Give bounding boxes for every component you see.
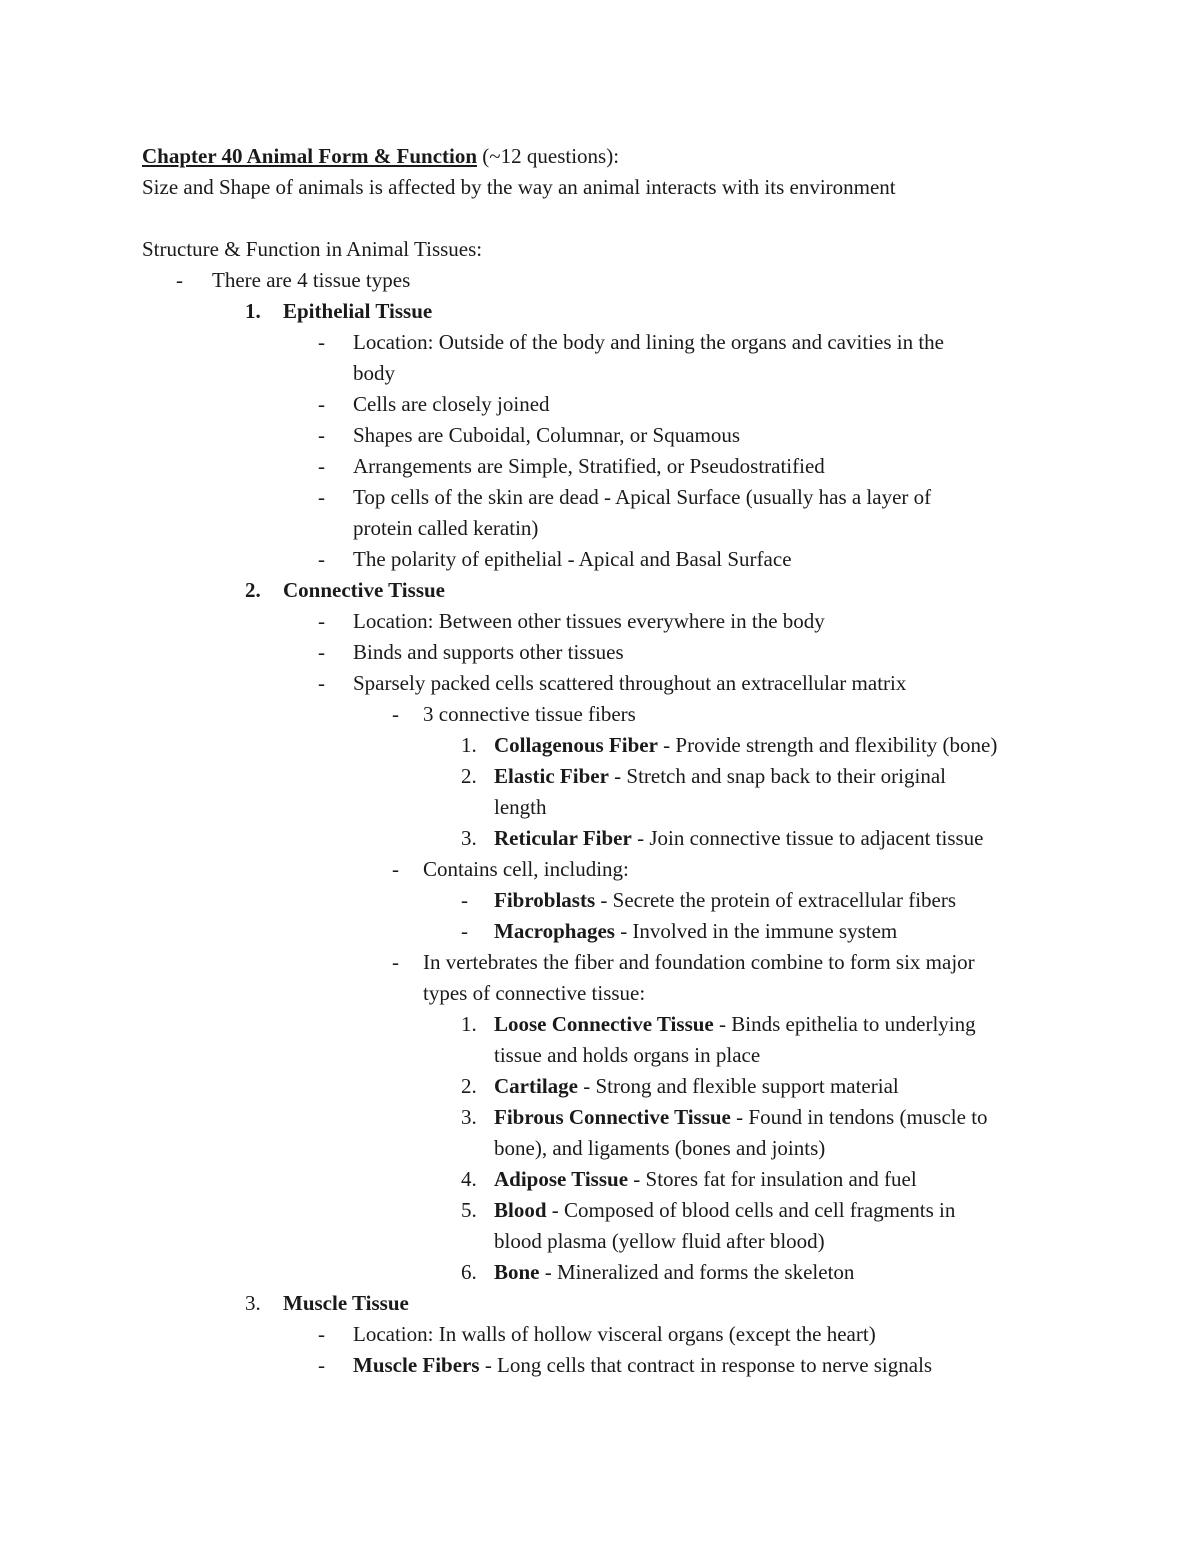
bullet-dash: - bbox=[318, 609, 325, 633]
tissue-type-item bbox=[494, 1257, 854, 1288]
bullet-dash: - bbox=[392, 702, 399, 726]
list-item: In vertebrates the fiber and foundation combine to form six major bbox=[423, 950, 975, 974]
tissue-type-item bbox=[494, 1195, 955, 1226]
tissue-type-desc: - Found in tendons (muscle to bbox=[730, 1105, 988, 1129]
chapter-title: Chapter 40 Animal Form & Function bbox=[142, 144, 478, 168]
intro-paragraph: Size and Shape of animals is affected by the way an animal interacts with its environment bbox=[142, 175, 896, 199]
list-number: 1. bbox=[461, 733, 477, 757]
epithelial-title: Epithelial Tissue bbox=[283, 299, 433, 323]
bullet-dash: - bbox=[318, 485, 325, 509]
bullet-dash: - bbox=[461, 919, 468, 943]
bullet-dash: - bbox=[318, 640, 325, 664]
tissue-type-item bbox=[494, 1102, 988, 1133]
cell-item bbox=[494, 885, 956, 916]
tissue-type-term: Blood bbox=[494, 1198, 547, 1222]
list-number: 5. bbox=[461, 1198, 477, 1222]
list-item-continuation: bone), and ligaments (bones and joints) bbox=[494, 1136, 826, 1160]
list-number: 4. bbox=[461, 1167, 477, 1191]
bullet-dash: - bbox=[318, 547, 325, 571]
list-number: 6. bbox=[461, 1260, 477, 1284]
list-item: Location: Between other tissues everywhere in the body bbox=[353, 609, 825, 633]
fiber-desc: - Join connective tissue to adjacent tissue bbox=[631, 826, 984, 850]
list-number: 3. bbox=[461, 1105, 477, 1129]
list-number: 3. bbox=[461, 826, 477, 850]
list-number: 3. bbox=[245, 1291, 261, 1315]
chapter-note: (~12 questions): bbox=[477, 144, 620, 168]
muscle-fibers-item bbox=[353, 1350, 932, 1381]
bullet-dash: - bbox=[318, 671, 325, 695]
bullet-dash: - bbox=[318, 423, 325, 447]
list-item: Contains cell, including: bbox=[423, 857, 629, 881]
list-number: 1. bbox=[461, 1012, 477, 1036]
muscle-title: Muscle Tissue bbox=[283, 1291, 409, 1315]
bullet-dash: - bbox=[318, 1353, 325, 1377]
list-item: Top cells of the skin are dead - Apical Surface (usually has a layer of bbox=[353, 485, 932, 509]
list-item: 3 connective tissue fibers bbox=[423, 702, 636, 726]
fiber-item bbox=[494, 761, 946, 792]
list-number: 2. bbox=[461, 1074, 477, 1098]
tissue-type-term: Cartilage bbox=[494, 1074, 578, 1098]
fiber-term: Reticular Fiber bbox=[494, 826, 632, 850]
list-number: 2. bbox=[245, 578, 261, 602]
bullet-dash: - bbox=[392, 950, 399, 974]
tissue-type-desc: - Mineralized and forms the skeleton bbox=[539, 1260, 855, 1284]
bullet-dash: - bbox=[176, 268, 183, 292]
fiber-desc: - Stretch and snap back to their original bbox=[608, 764, 946, 788]
list-item: Sparsely packed cells scattered throughout an extracellular matrix bbox=[353, 671, 907, 695]
tissue-type-item bbox=[494, 1009, 976, 1040]
tissue-type-term: Adipose Tissue bbox=[494, 1167, 629, 1191]
list-item: The polarity of epithelial - Apical and Basal Surface bbox=[353, 547, 792, 571]
tissue-types-bullet: There are 4 tissue types bbox=[212, 268, 411, 292]
cell-desc: - Involved in the immune system bbox=[614, 919, 898, 943]
tissue-type-term: Bone bbox=[494, 1260, 540, 1284]
section-heading: Structure & Function in Animal Tissues: bbox=[142, 237, 483, 261]
cell-desc: - Secrete the protein of extracellular fibers bbox=[595, 888, 957, 912]
list-item-continuation: blood plasma (yellow fluid after blood) bbox=[494, 1229, 825, 1253]
list-number: 1. bbox=[245, 299, 261, 323]
list-item: Cells are closely joined bbox=[353, 392, 550, 416]
chapter-heading bbox=[142, 141, 619, 172]
tissue-type-term: Fibrous Connective Tissue bbox=[494, 1105, 731, 1129]
tissue-type-term: Loose Connective Tissue bbox=[494, 1012, 714, 1036]
tissue-type-item bbox=[494, 1164, 917, 1195]
list-item-continuation: types of connective tissue: bbox=[423, 981, 646, 1005]
fiber-term: Collagenous Fiber bbox=[494, 733, 658, 757]
list-item: Arrangements are Simple, Stratified, or Pseudostratified bbox=[353, 454, 825, 478]
bullet-dash: - bbox=[461, 888, 468, 912]
cell-item bbox=[494, 916, 897, 947]
tissue-type-desc: - Binds epithelia to underlying bbox=[713, 1012, 976, 1036]
connective-title: Connective Tissue bbox=[283, 578, 445, 602]
list-number: 2. bbox=[461, 764, 477, 788]
bullet-dash: - bbox=[318, 330, 325, 354]
fiber-desc: - Provide strength and flexibility (bone) bbox=[657, 733, 998, 757]
fiber-term: Elastic Fiber bbox=[494, 764, 609, 788]
list-item: Location: Outside of the body and lining the organs and cavities in the bbox=[353, 330, 944, 354]
cell-term: Macrophages bbox=[494, 919, 615, 943]
bullet-dash: - bbox=[318, 1322, 325, 1346]
list-item: Binds and supports other tissues bbox=[353, 640, 624, 664]
list-item-continuation: tissue and holds organs in place bbox=[494, 1043, 761, 1067]
tissue-type-desc: - Composed of blood cells and cell fragments in bbox=[546, 1198, 956, 1222]
fiber-item bbox=[494, 730, 997, 761]
bullet-dash: - bbox=[318, 454, 325, 478]
bullet-dash: - bbox=[392, 857, 399, 881]
fiber-item bbox=[494, 823, 984, 854]
tissue-type-item bbox=[494, 1071, 899, 1102]
tissue-type-desc: - Strong and flexible support material bbox=[577, 1074, 899, 1098]
tissue-type-desc: - Stores fat for insulation and fuel bbox=[628, 1167, 917, 1191]
muscle-fibers-term: Muscle Fibers bbox=[353, 1353, 480, 1377]
cell-term: Fibroblasts bbox=[494, 888, 596, 912]
list-item-continuation: protein called keratin) bbox=[353, 516, 539, 540]
bullet-dash: - bbox=[318, 392, 325, 416]
list-item-continuation: body bbox=[353, 361, 395, 385]
list-item: Location: In walls of hollow visceral organs (except the heart) bbox=[353, 1322, 876, 1346]
list-item: Shapes are Cuboidal, Columnar, or Squamous bbox=[353, 423, 741, 447]
list-item-continuation: length bbox=[494, 795, 547, 819]
muscle-fibers-desc: - Long cells that contract in response to nerve signals bbox=[479, 1353, 933, 1377]
